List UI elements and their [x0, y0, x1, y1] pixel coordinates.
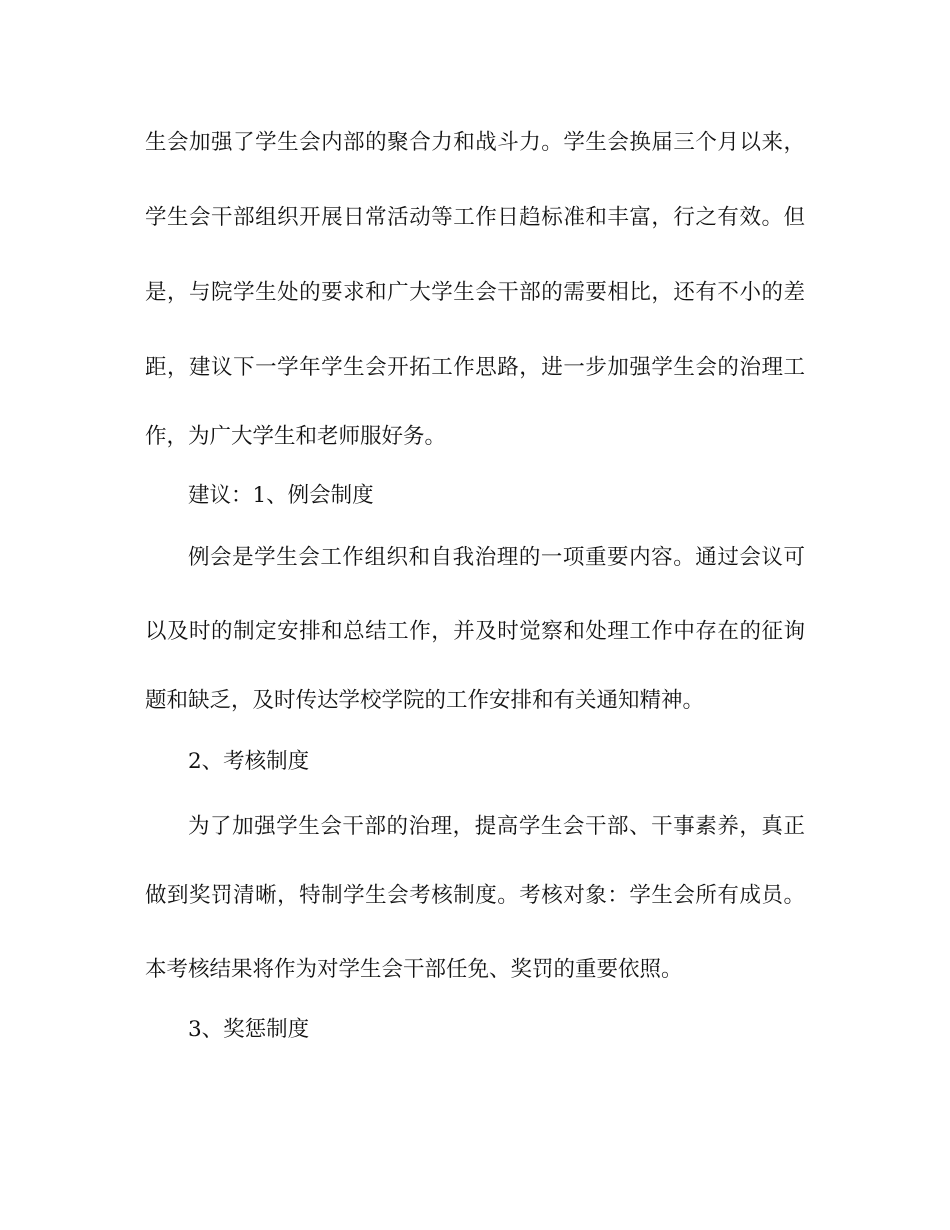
paragraph-line: 学生会干部组织开展日常活动等工作日趋标准和丰富，行之有效。但: [145, 205, 805, 230]
paragraph-line: 本考核结果将作为对学生会干部任免、奖罚的重要依照。: [145, 957, 683, 982]
section-heading: 建议：1、例会制度: [188, 483, 374, 508]
paragraph-line: 距，建议下一学年学生会开拓工作思路，进一步加强学生会的治理工: [145, 355, 805, 380]
paragraph-line: 做到奖罚清晰，特制学生会考核制度。考核对象：学生会所有成员。: [145, 883, 805, 908]
paragraph-line: 作，为广大学生和老师服好务。: [145, 424, 447, 449]
paragraph-line: 生会加强了学生会内部的聚合力和战斗力。学生会换届三个月以来，: [145, 130, 805, 155]
paragraph-line: 为了加强学生会干部的治理，提高学生会干部、干事素养，真正: [188, 814, 805, 839]
paragraph-line: 例会是学生会工作组织和自我治理的一项重要内容。通过会议可: [188, 545, 805, 570]
section-heading: 3、奖惩制度: [188, 1017, 310, 1042]
paragraph-line: 是，与院学生处的要求和广大学生会干部的需要相比，还有不小的差: [145, 280, 805, 305]
paragraph-line: 以及时的制定安排和总结工作，并及时觉察和处理工作中存在的征询: [145, 619, 805, 644]
section-heading: 2、考核制度: [188, 749, 310, 774]
paragraph-line: 题和缺乏，及时传达学校学院的工作安排和有关通知精神。: [145, 688, 705, 713]
